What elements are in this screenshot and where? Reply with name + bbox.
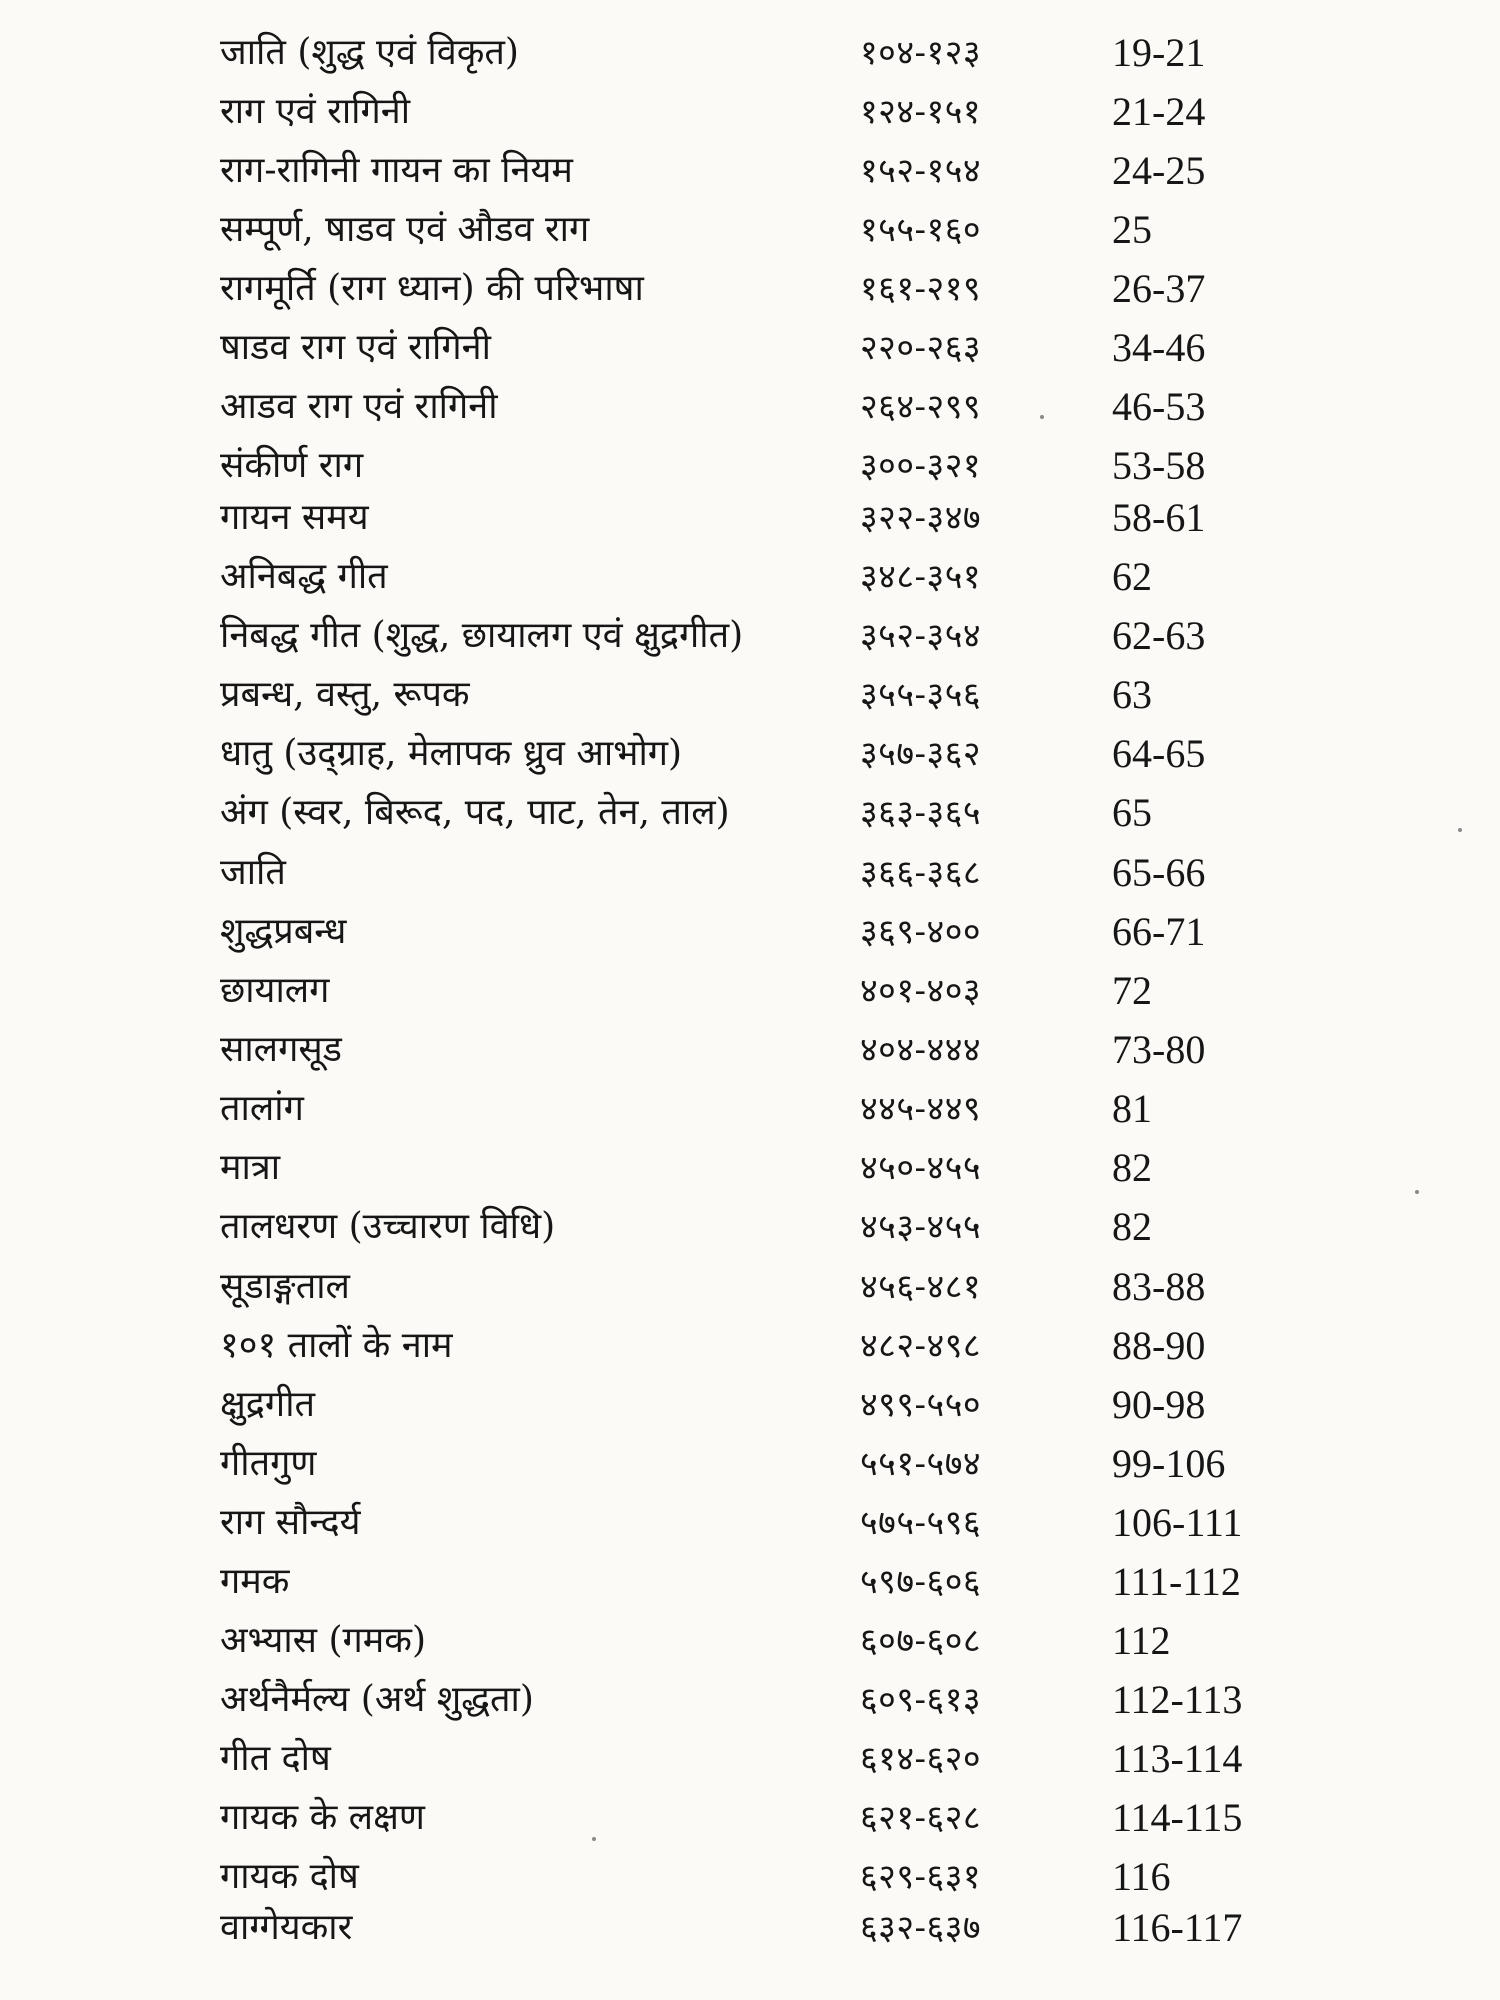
toc-row bbox=[220, 1258, 1340, 1316]
toc-page-range: 83-88 bbox=[1112, 1264, 1206, 1309]
toc-page-range: 26-37 bbox=[1112, 266, 1206, 311]
toc-row bbox=[220, 666, 1340, 724]
toc-entry-title: आडव राग एवं रागिनी bbox=[220, 386, 498, 427]
toc-page-range: 88-90 bbox=[1112, 1323, 1206, 1368]
toc-verse-range: ६२९-६३१ bbox=[860, 1857, 982, 1897]
toc-verse-range: १०४-१२३ bbox=[860, 33, 982, 73]
toc-verse-range: ५५१-५७४ bbox=[860, 1444, 982, 1484]
toc-entry-title: छायालग bbox=[220, 970, 330, 1011]
toc-page-range: 21-24 bbox=[1112, 89, 1206, 134]
toc-entry-title: १०१ तालों के नाम bbox=[220, 1325, 453, 1366]
toc-row bbox=[220, 784, 1340, 842]
toc-row bbox=[220, 548, 1340, 606]
toc-row bbox=[220, 903, 1340, 961]
toc-verse-range: ३६९-४०० bbox=[860, 912, 982, 952]
toc-verse-range: ३००-३२१ bbox=[860, 446, 982, 486]
scan-speck bbox=[1040, 415, 1044, 419]
toc-page-range: 99-106 bbox=[1112, 1441, 1226, 1486]
toc-entry-title: सम्पूर्ण, षाडव एवं औडव राग bbox=[220, 209, 590, 250]
toc-entry-title: राग-रागिनी गायन का नियम bbox=[220, 150, 573, 191]
toc-verse-range: १५५-१६० bbox=[860, 210, 982, 250]
toc-row bbox=[220, 142, 1340, 200]
toc-verse-range: ३५२-३५४ bbox=[860, 616, 982, 656]
toc-verse-range: ५९७-६०६ bbox=[860, 1562, 982, 1602]
toc-entry-title: निबद्ध गीत (शुद्ध, छायालग एवं क्षुद्रगीत) bbox=[220, 615, 744, 656]
toc-verse-range: ४०४-४४४ bbox=[860, 1030, 982, 1070]
toc-entry-title: गायक के लक्षण bbox=[220, 1797, 425, 1838]
toc-entry-title: प्रबन्ध, वस्तु, रूपक bbox=[220, 674, 470, 715]
toc-page-range: 82 bbox=[1112, 1145, 1152, 1190]
toc-page-range: 25 bbox=[1112, 207, 1152, 252]
toc-entry-title: गायक दोष bbox=[220, 1856, 359, 1897]
toc-entry-title: गमक bbox=[220, 1561, 290, 1602]
toc-verse-range: ६३२-६३७ bbox=[860, 1908, 982, 1948]
toc-row bbox=[220, 1671, 1340, 1729]
toc-entry-title: अर्थनैर्मल्य (अर्थ शुद्धता) bbox=[220, 1679, 534, 1720]
toc-page-range: 19-21 bbox=[1112, 30, 1206, 75]
toc-verse-range: ४४५-४४९ bbox=[860, 1089, 982, 1129]
toc-entry-title: राग सौन्दर्य bbox=[220, 1502, 361, 1543]
toc-entry-title: सूडाङ्गताल bbox=[220, 1266, 350, 1307]
toc-entry-title: गीतगुण bbox=[220, 1443, 317, 1484]
toc-entry-title: जाति bbox=[220, 852, 286, 893]
toc-page-range: 82 bbox=[1112, 1204, 1152, 1249]
toc-entry-title: राग एवं रागिनी bbox=[220, 91, 411, 132]
toc-row bbox=[220, 201, 1340, 259]
toc-verse-range: १२४-१५१ bbox=[860, 92, 982, 132]
toc-row bbox=[220, 83, 1340, 141]
toc-entry-title: जाति (शुद्ध एवं विकृत) bbox=[220, 32, 519, 73]
toc-row bbox=[220, 607, 1340, 665]
toc-page-range: 113-114 bbox=[1112, 1736, 1243, 1781]
toc-page-range: 81 bbox=[1112, 1086, 1152, 1131]
toc-page-range: 24-25 bbox=[1112, 148, 1206, 193]
toc-row bbox=[220, 844, 1340, 902]
toc-row bbox=[220, 319, 1340, 377]
toc-row bbox=[220, 725, 1340, 783]
toc-page-range: 62 bbox=[1112, 554, 1152, 599]
toc-entry-title: गायन समय bbox=[220, 497, 369, 538]
toc-page-range: 63 bbox=[1112, 672, 1152, 717]
toc-page-range: 114-115 bbox=[1112, 1795, 1243, 1840]
toc-verse-range: २६४-२९९ bbox=[860, 387, 982, 427]
scan-speck bbox=[1415, 1190, 1419, 1194]
toc-row bbox=[220, 1376, 1340, 1434]
toc-verse-range: ४५०-४५५ bbox=[860, 1148, 982, 1188]
toc-page-range: 58-61 bbox=[1112, 495, 1206, 540]
toc-row bbox=[220, 1317, 1340, 1375]
toc-verse-range: २२०-२६३ bbox=[860, 328, 982, 368]
toc-page-range: 106-111 bbox=[1112, 1500, 1243, 1545]
toc-entry-title: सालगसूड bbox=[220, 1029, 342, 1070]
toc-row bbox=[220, 1139, 1340, 1197]
toc-verse-range: ३६३-३६५ bbox=[860, 793, 982, 833]
toc-row bbox=[220, 1080, 1340, 1138]
toc-page-range: 64-65 bbox=[1112, 731, 1206, 776]
toc-page-range: 46-53 bbox=[1112, 384, 1206, 429]
toc-row bbox=[220, 1553, 1340, 1611]
toc-page-range: 34-46 bbox=[1112, 325, 1206, 370]
toc-row bbox=[220, 1848, 1340, 1906]
toc-page-range: 90-98 bbox=[1112, 1382, 1206, 1427]
toc-row bbox=[220, 378, 1340, 436]
toc-page-range: 112-113 bbox=[1112, 1677, 1243, 1722]
toc-verse-range: ३४८-३५१ bbox=[860, 557, 982, 597]
toc-entry-title: वाग्गेयकार bbox=[220, 1907, 353, 1948]
toc-row bbox=[220, 489, 1340, 547]
toc-verse-range: १५२-१५४ bbox=[860, 151, 982, 191]
toc-verse-range: ४८२-४९८ bbox=[860, 1326, 982, 1366]
toc-page-range: 116 bbox=[1112, 1854, 1171, 1899]
toc-entry-title: अनिबद्ध गीत bbox=[220, 556, 388, 597]
toc-row bbox=[220, 1494, 1340, 1552]
toc-page-range: 112 bbox=[1112, 1618, 1171, 1663]
table-of-contents bbox=[220, 24, 1340, 1984]
toc-row bbox=[220, 1021, 1340, 1079]
toc-entry-title: क्षुद्रगीत bbox=[220, 1384, 316, 1425]
toc-page-range: 62-63 bbox=[1112, 613, 1206, 658]
toc-entry-title: गीत दोष bbox=[220, 1738, 331, 1779]
toc-entry-title: धातु (उद्ग्राह, मेलापक ध्रुव आभोग) bbox=[220, 733, 683, 774]
toc-page-range: 53-58 bbox=[1112, 443, 1206, 488]
toc-entry-title: षाडव राग एवं रागिनी bbox=[220, 327, 491, 368]
toc-verse-range: ३२२-३४७ bbox=[860, 498, 982, 538]
toc-entry-title: अंग (स्वर, बिरूद, पद, पाट, तेन, ताल) bbox=[220, 792, 730, 833]
toc-row bbox=[220, 1612, 1340, 1670]
toc-verse-range: ४५३-४५५ bbox=[860, 1207, 982, 1247]
toc-entry-title: तालधरण (उच्चारण विधि) bbox=[220, 1206, 556, 1247]
toc-row bbox=[220, 962, 1340, 1020]
toc-row bbox=[220, 1899, 1340, 1957]
toc-verse-range: ४९९-५५० bbox=[860, 1385, 982, 1425]
toc-page-range: 73-80 bbox=[1112, 1027, 1206, 1072]
toc-verse-range: ३५५-३५६ bbox=[860, 675, 982, 715]
toc-row bbox=[220, 1730, 1340, 1788]
toc-verse-range: ६०७-६०८ bbox=[860, 1621, 982, 1661]
toc-row bbox=[220, 24, 1340, 82]
toc-row bbox=[220, 1198, 1340, 1256]
toc-verse-range: ६०९-६१३ bbox=[860, 1680, 982, 1720]
toc-verse-range: ५७५-५९६ bbox=[860, 1503, 982, 1543]
toc-verse-range: ३५७-३६२ bbox=[860, 734, 982, 774]
toc-entry-title: रागमूर्ति (राग ध्यान) की परिभाषा bbox=[220, 268, 644, 309]
toc-entry-title: संकीर्ण राग bbox=[220, 445, 364, 486]
toc-verse-range: ४०१-४०३ bbox=[860, 971, 982, 1011]
toc-verse-range: ६२१-६२८ bbox=[860, 1798, 982, 1838]
toc-row bbox=[220, 1435, 1340, 1493]
toc-entry-title: मात्रा bbox=[220, 1147, 281, 1188]
toc-row bbox=[220, 437, 1340, 495]
scan-speck bbox=[1458, 828, 1462, 832]
toc-page-range: 66-71 bbox=[1112, 909, 1206, 954]
toc-verse-range: ४५६-४८१ bbox=[860, 1267, 982, 1307]
toc-verse-range: ३६६-३६८ bbox=[860, 853, 982, 893]
toc-entry-title: अभ्यास (गमक) bbox=[220, 1620, 426, 1661]
toc-verse-range: १६१-२१९ bbox=[860, 269, 982, 309]
toc-page-range: 72 bbox=[1112, 968, 1152, 1013]
toc-entry-title: शुद्धप्रबन्ध bbox=[220, 911, 347, 952]
toc-page-range: 116-117 bbox=[1112, 1905, 1243, 1950]
toc-row bbox=[220, 1789, 1340, 1847]
toc-row bbox=[220, 260, 1340, 318]
scan-speck bbox=[592, 1837, 596, 1841]
toc-verse-range: ६१४-६२० bbox=[860, 1739, 982, 1779]
toc-page-range: 65 bbox=[1112, 790, 1152, 835]
toc-page-range: 65-66 bbox=[1112, 850, 1206, 895]
toc-entry-title: तालांग bbox=[220, 1088, 304, 1129]
toc-page-range: 111-112 bbox=[1112, 1559, 1241, 1604]
